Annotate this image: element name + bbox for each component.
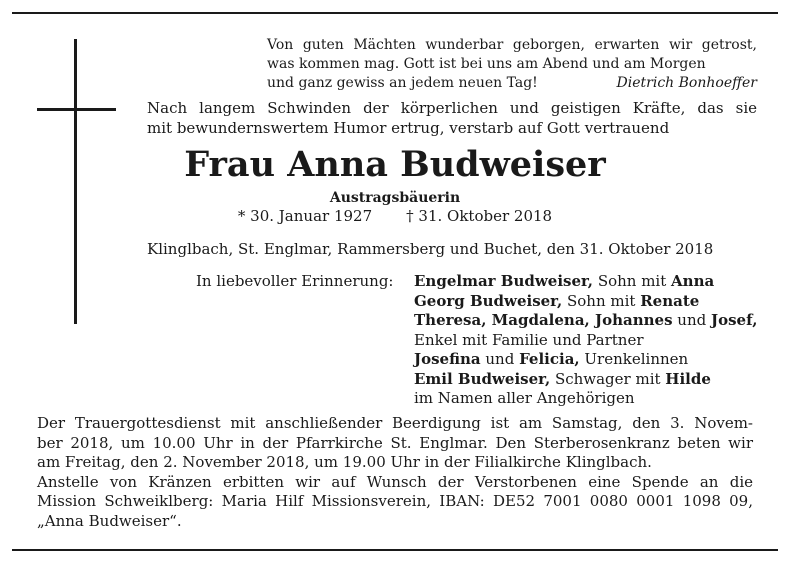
- mourner-line: [414, 350, 757, 370]
- deceased-name: Frau Anna Budweiser: [184, 144, 606, 185]
- deceased-title: Austragsbäuerin: [329, 190, 461, 206]
- mourner-name: Felicia,: [519, 350, 580, 368]
- quote-line: und ganz gewiss an jedem neuen Tag!: [267, 75, 538, 91]
- service-line: am Freitag, den 2. November 2018, um 19.00 Uhr in der Filialkirche Klinglbach.: [37, 453, 652, 471]
- intro-line: mit bewundernswertem Humor ertrug, verstarb auf Gott vertrauend: [147, 119, 670, 137]
- mourner-name: Emil Budweiser,: [414, 369, 551, 388]
- mourner-line: im Namen aller Angehörigen: [414, 389, 635, 407]
- service-line: Mission Schweiklberg: Maria Hilf Missionsverein, IBAN: DE52 7001 0080 0001 1098 09,: [37, 492, 753, 510]
- top-border: [12, 12, 778, 14]
- mourner-name: Theresa, Magdalena, Johannes: [414, 311, 673, 329]
- service-line: Der Trauergottesdienst mit anschließender Beerdigung ist am Samstag, den 3. Novem-: [37, 414, 753, 432]
- birth-date: * 30. Januar 1927: [237, 207, 373, 225]
- mourner-relation: Urenkelinnen: [579, 350, 689, 368]
- intro-text: [147, 98, 757, 138]
- service-info: [37, 414, 753, 531]
- mourner-name: Hilde: [665, 369, 711, 388]
- bottom-border: [12, 549, 778, 551]
- mourner-line: [414, 370, 757, 390]
- life-dates: [0, 207, 790, 225]
- bonhoeffer-quote: [267, 36, 757, 93]
- cross-horizontal-bar: [37, 108, 116, 111]
- place-and-date: Klinglbach, St. Englmar, Rammersberg und Buchet, den 31. Oktober 2018: [147, 240, 714, 258]
- quote-line: was kommen mag. Gott ist bei uns am Abend und am Morgen: [267, 56, 706, 72]
- mourner-relation: und: [480, 350, 520, 368]
- mourner-name: Georg Budweiser,: [414, 291, 563, 310]
- quote-author: Dietrich Bonhoeffer: [616, 75, 757, 91]
- mourner-name: Josef,: [711, 311, 758, 329]
- mourner-relation: Schwager mit: [550, 369, 666, 388]
- service-line: „Anna Budweiser“.: [37, 511, 182, 530]
- mourner-line: Enkel mit Familie und Partner: [414, 330, 644, 349]
- mourner-line: [414, 292, 757, 312]
- mourner-relation: und: [672, 311, 711, 329]
- service-line: ber 2018, um 10.00 Uhr in der Pfarrkirche St. Englmar. Den Sterberosenkranz beten wir: [37, 433, 753, 452]
- mourner-line: [414, 311, 757, 331]
- mourner-line: [414, 272, 757, 292]
- quote-line: Von guten Mächten wunderbar geborgen, erwarten wir getrost,: [267, 37, 757, 53]
- mourner-name: Josefina: [414, 350, 481, 368]
- intro-line: Nach langem Schwinden der körperlichen und geistigen Kräfte, das sie: [147, 99, 757, 117]
- death-date: † 31. Oktober 2018: [406, 207, 553, 225]
- service-line: Anstelle von Kränzen erbitten wir auf Wunsch der Verstorbenen eine Spende an die: [37, 472, 753, 491]
- memory-label: In liebevoller Erinnerung:: [196, 272, 394, 290]
- mourner-name: Anna: [671, 272, 715, 290]
- mourner-name: Engelmar Budweiser,: [414, 272, 594, 290]
- mourners-list: [414, 272, 757, 409]
- mourner-relation: Sohn mit: [562, 291, 641, 310]
- mourner-relation: Sohn mit: [593, 272, 672, 290]
- mourner-name: Renate: [640, 291, 700, 310]
